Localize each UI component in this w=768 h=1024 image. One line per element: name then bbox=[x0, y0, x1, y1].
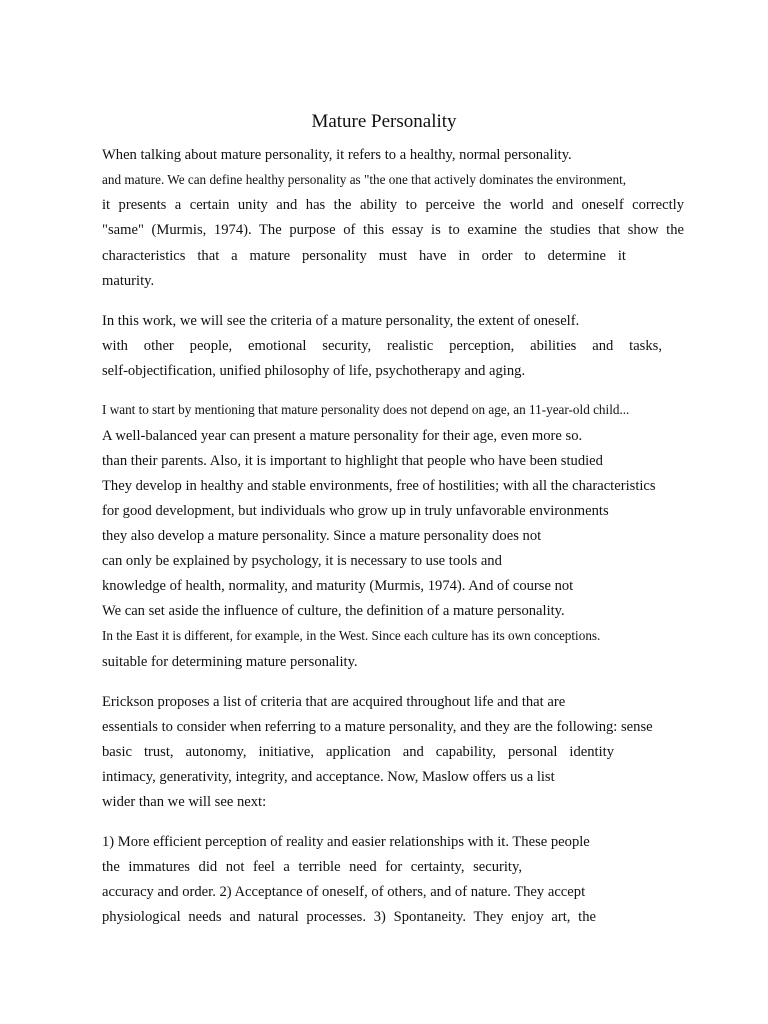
text-line: When talking about mature personality, it refers to a healthy, normal personality. bbox=[102, 147, 572, 163]
text-line: physiological needs and natural processes. 3) Spontaneity. They enjoy art, the bbox=[102, 909, 596, 925]
text-line: it presents a certain unity and has the ability to perceive the world and oneself correctly bbox=[102, 197, 684, 213]
text-line: with other people, emotional security, realistic perception, abilities and tasks, bbox=[102, 338, 662, 354]
text-line: can only be explained by psychology, it is necessary to use tools and bbox=[102, 553, 502, 569]
text-line: In the East it is different, for example, in the West. Since each culture has its own conceptions. bbox=[102, 628, 601, 643]
text-line: self-objectification, unified philosophy of life, psychotherapy and aging. bbox=[102, 363, 526, 379]
text-line: essentials to consider when referring to a mature personality, and they are the following: sense bbox=[102, 719, 653, 735]
text-line: I want to start by mentioning that mature personality does not depend on age, an 11-year-old child... bbox=[102, 402, 630, 417]
text-line: the immatures did not feel a terrible need for certainty, security, bbox=[102, 859, 522, 875]
text-line: than their parents. Also, it is important to highlight that people who have been studied bbox=[102, 453, 603, 469]
text-line: 1) More efficient perception of reality and easier relationships with it. These people bbox=[102, 834, 590, 850]
text-line: maturity. bbox=[102, 273, 155, 289]
text-line: suitable for determining mature personality. bbox=[102, 654, 358, 670]
text-line: We can set aside the influence of culture, the definition of a mature personality. bbox=[102, 603, 565, 619]
text-line: characteristics that a mature personality must have in order to determine it bbox=[102, 248, 626, 264]
text-line: intimacy, generativity, integrity, and acceptance. Now, Maslow offers us a list bbox=[102, 769, 555, 785]
text-line: "same" (Murmis, 1974). The purpose of this essay is to examine the studies that show the bbox=[102, 222, 684, 238]
text-line: and mature. We can define healthy personality as "the one that actively dominates the environment, bbox=[102, 172, 627, 187]
text-line: wider than we will see next: bbox=[102, 794, 267, 810]
document-title: Mature Personality bbox=[311, 111, 457, 132]
text-line: basic trust, autonomy, initiative, application and capability, personal identity bbox=[102, 744, 614, 760]
text-line: knowledge of health, normality, and maturity (Murmis, 1974). And of course not bbox=[102, 578, 574, 594]
text-line: for good development, but individuals who grow up in truly unfavorable environments bbox=[102, 503, 609, 519]
text-line: they also develop a mature personality. Since a mature personality does not bbox=[102, 528, 542, 544]
text-line: In this work, we will see the criteria of a mature personality, the extent of oneself. bbox=[102, 313, 580, 329]
text-line: accuracy and order. 2) Acceptance of oneself, of others, and of nature. They accept bbox=[102, 884, 586, 900]
text-line: They develop in healthy and stable environments, free of hostilities; with all the characteristics bbox=[102, 478, 656, 494]
text-line: A well-balanced year can present a mature personality for their age, even more so. bbox=[102, 428, 583, 444]
text-line: Erickson proposes a list of criteria that are acquired throughout life and that are bbox=[102, 694, 566, 710]
